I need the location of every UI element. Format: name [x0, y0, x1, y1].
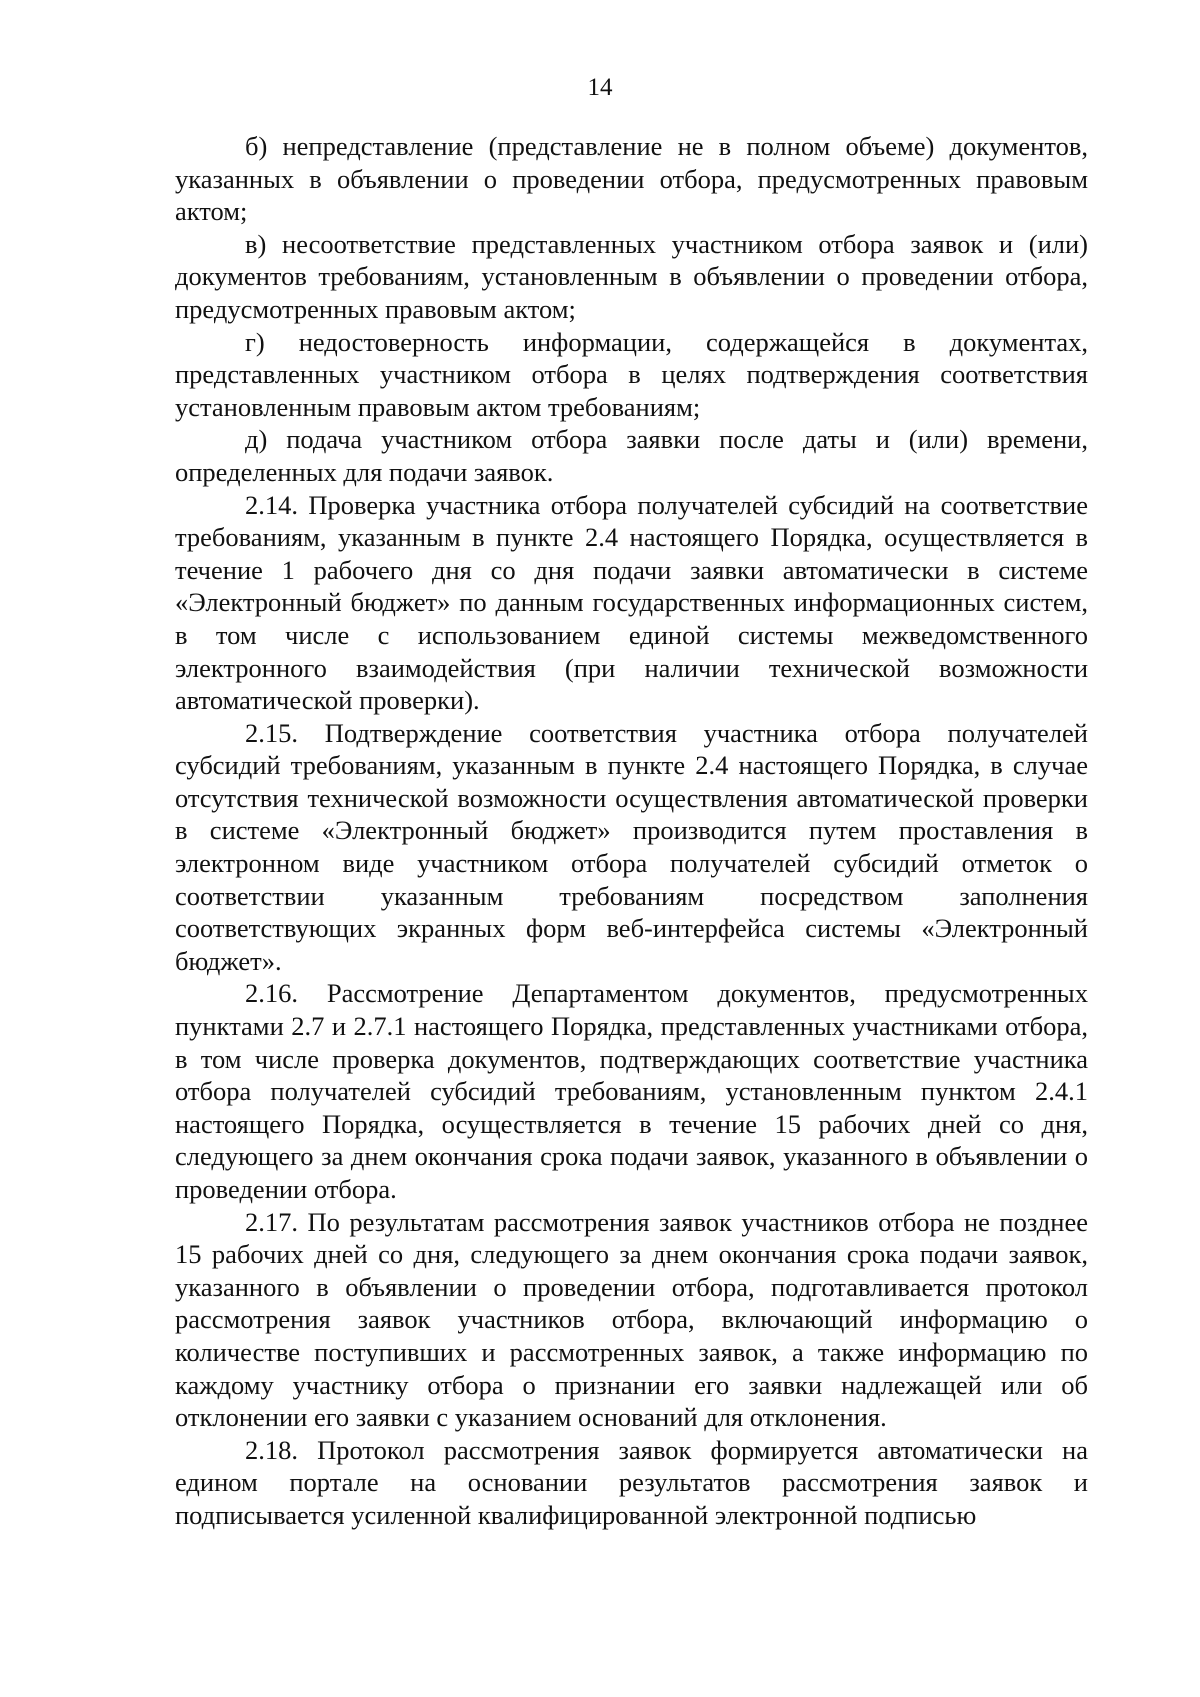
paragraph-v: в) несоответствие представленных участником отбора заявок и (или) документов требованиям, установленным в объявлении о проведении отбора, предусмотренных правовым актом; — [175, 228, 1088, 324]
paragraph-d: д) подача участником отбора заявки после даты и (или) времени, определенных для подачи заявок. — [175, 424, 1088, 487]
paragraph-g: г) недостоверность информации, содержащейся в документах, представленных участником отбора в целях подтверждения соответствия установленным правовым актом требованиям; — [175, 326, 1088, 422]
paragraph-2-18: 2.18. Протокол рассмотрения заявок формируется автоматически на едином портале на основании результатов рассмотрения заявок и подписывается усиленной квалифицированной электронной подписью — [175, 1434, 1088, 1530]
paragraph-2-17: 2.17. По результатам рассмотрения заявок участников отбора не позднее 15 рабочих дней со дня, следующего за днем окончания срока подачи заявок, указанного в объявлении о проведении отбора, подготавливается протокол рассмотрения заявок участников отбора, включающий информацию о количестве поступивших и рассмотренных заявок, а также информацию по каждому участнику отбора о признании его заявки надлежащей или об отклонении его заявки с указанием оснований для отклонения. — [175, 1206, 1088, 1433]
paragraph-2-15: 2.15. Подтверждение соответствия участника отбора получателей субсидий требованиям, указанным в пункте 2.4 настоящего Порядка, в случае отсутствия технической возможности осуществления автоматической проверки в системе «Электронный бюджет» производится путем проставления в электронном виде участником отбора получателей субсидий отметок о соответствии указанным требованиям посредством заполнения соответствующих экранных форм веб-интерфейса системы «Электронный бюджет». — [175, 717, 1088, 976]
paragraph-b: б) непредставление (представление не в полном объеме) документов, указанных в объявлении о проведении отбора, предусмотренных правовым актом; — [175, 131, 1088, 227]
document-body — [175, 130, 1088, 1532]
paragraph-2-14: 2.14. Проверка участника отбора получателей субсидий на соответствие требованиям, указанным в пункте 2.4 настоящего Порядка, осуществляется в течение 1 рабочего дня со дня подачи заявки автоматически в системе «Электронный бюджет» по данным государственных информационных систем, в том числе с использованием единой системы межведомственного электронного взаимодействия (при наличии технической возможности автоматической проверки). — [175, 489, 1088, 716]
paragraph-2-16: 2.16. Рассмотрение Департаментом документов, предусмотренных пунктами 2.7 и 2.7.1 настоящего Порядка, представленных участниками отбора, в том числе проверка документов, подтверждающих соответствие участника отбора получателей субсидий требованиям, установленным пунктом 2.4.1 настоящего Порядка, осуществляется в течение 15 рабочих дней со дня, следующего за днем окончания срока подачи заявок, указанного в объявлении о проведении отбора. — [175, 978, 1088, 1204]
page-number: 14 — [587, 74, 613, 101]
